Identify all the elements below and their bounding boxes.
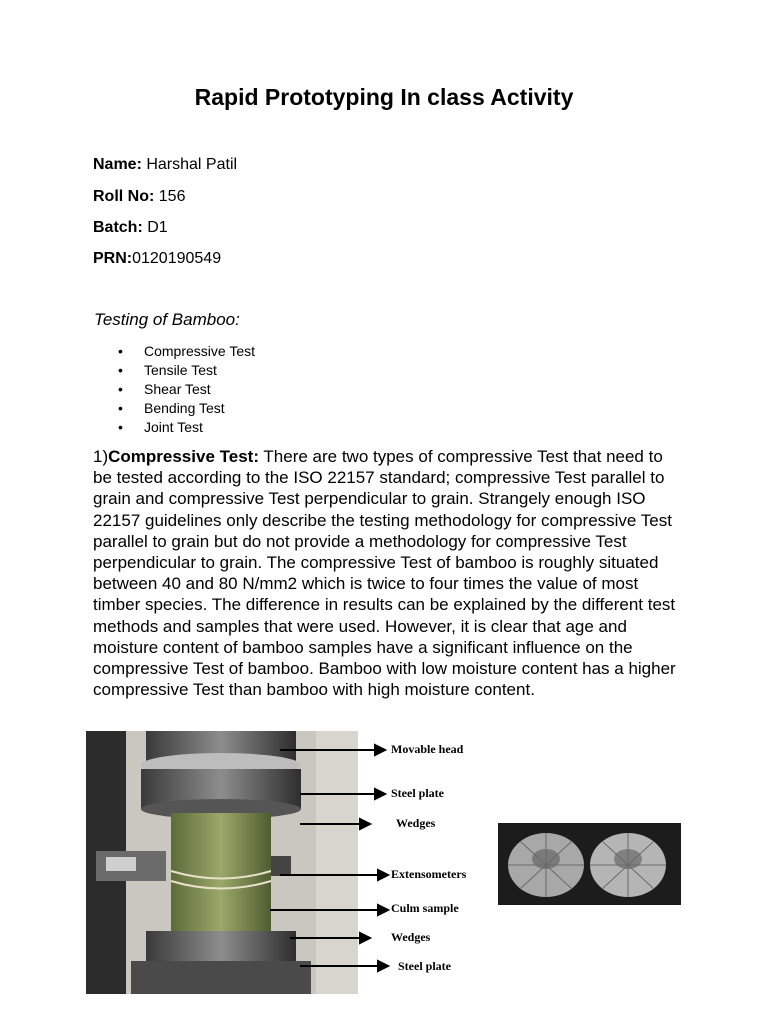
list-item: • Joint Test — [93, 418, 255, 437]
label-movable-head: Movable head — [391, 742, 464, 756]
paragraph-number: 1) — [93, 447, 109, 466]
page-title: Rapid Prototyping In class Activity — [194, 84, 574, 110]
label-wedges-top: Wedges — [396, 816, 436, 830]
list-item: • Compressive Test — [93, 342, 255, 361]
list-item: • Bending Test — [93, 399, 255, 418]
field-name — [93, 156, 237, 174]
field-batch — [93, 219, 168, 237]
field-value: 0120190549 — [132, 250, 222, 267]
tests-list — [93, 342, 255, 437]
field-label: Roll No: — [93, 188, 155, 205]
label-extensometers: Extensometers — [391, 867, 467, 881]
label-steel-plate-bottom: Steel plate — [398, 959, 451, 973]
section-heading: Testing of Bamboo: — [94, 310, 240, 329]
field-value: D1 — [142, 219, 168, 236]
field-value: 156 — [154, 188, 186, 205]
field-label: Batch: — [93, 219, 143, 236]
label-culm-sample: Culm sample — [391, 901, 459, 915]
list-item: • Tensile Test — [93, 361, 255, 380]
field-roll-no — [93, 188, 185, 206]
label-wedges-bottom: Wedges — [391, 930, 431, 944]
field-prn — [93, 250, 221, 268]
field-label: Name: — [93, 156, 142, 173]
wedges-photo — [498, 823, 681, 905]
paragraph-heading: Compressive Test: — [108, 447, 259, 466]
list-item: • Shear Test — [93, 380, 255, 399]
figure-arrows — [270, 740, 400, 980]
wedges-illustration — [498, 823, 681, 905]
label-steel-plate-top: Steel plate — [391, 786, 444, 800]
compressive-test-paragraph — [93, 446, 683, 700]
paragraph-body: There are two types of compressive Test that need to be tested according to the ISO 22157 standard; compressive Test parallel to grain and compressive Test perpendicular to grain. Strangely enough ISO 22157 guidelines only describe the testing methodology for compressive Test parallel to grain but do not provide a methodology for compressive Test perpendicular to grain. The compressive Test of bamboo is roughly situated between 40 and 80 N/mm2 which is twice to four times the value of most timber species. The difference in results can be explained by the different test methods and samples that were used. However, it is clear that age and moisture content of bamboo samples have a significant influence on the compressive Test of bamboo. Bamboo with low moisture content has a higher compressive Test than bamboo with high moisture content. — [93, 447, 676, 700]
field-value: Harshal Patil — [141, 156, 238, 173]
field-label: PRN: — [93, 250, 133, 267]
